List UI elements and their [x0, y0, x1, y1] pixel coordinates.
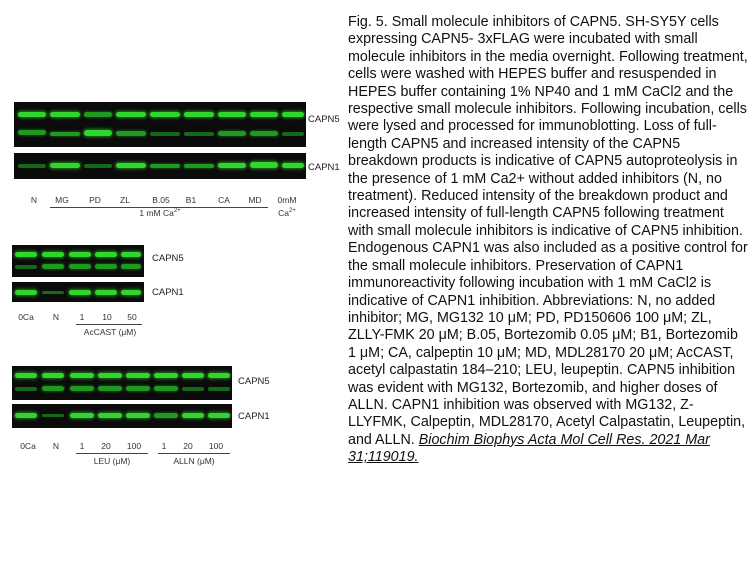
band	[15, 387, 37, 391]
blot-b-capn5	[12, 245, 144, 277]
blot-label-capn1: CAPN1	[152, 287, 184, 298]
band	[154, 373, 178, 378]
band	[126, 373, 150, 378]
lane-label: MD	[248, 195, 262, 205]
band	[250, 112, 278, 117]
band	[15, 413, 37, 418]
band	[69, 290, 91, 295]
band	[50, 163, 80, 168]
band	[42, 373, 64, 378]
lane-label: 100	[208, 441, 224, 451]
band	[250, 162, 278, 168]
band	[84, 164, 112, 168]
band	[42, 264, 64, 269]
band	[42, 386, 64, 391]
band	[282, 132, 304, 136]
band	[95, 252, 117, 257]
band	[182, 387, 204, 391]
condition-label: 1 mM $Ca^{2+}$	[139, 208, 181, 218]
band	[95, 290, 117, 295]
blot-c-capn5	[12, 366, 232, 400]
lane-label: 1	[79, 312, 85, 322]
blot-label-capn5: CAPN5	[152, 253, 184, 264]
band	[121, 290, 141, 295]
band	[116, 131, 146, 136]
lane-label: MG	[55, 195, 69, 205]
lane-label: N	[52, 312, 60, 322]
band	[208, 387, 230, 391]
blot-label-capn1: CAPN1	[308, 162, 340, 173]
band	[184, 132, 214, 136]
band	[84, 112, 112, 117]
band	[218, 112, 246, 117]
band	[150, 132, 180, 136]
band	[154, 386, 178, 391]
band	[18, 130, 46, 135]
lane-label: B.05	[152, 195, 170, 205]
band	[98, 373, 122, 378]
lane-label: 10	[102, 312, 112, 322]
blot-a-capn1	[14, 153, 306, 179]
band	[84, 130, 112, 136]
lane-label: 100	[126, 441, 142, 451]
band	[116, 163, 146, 168]
band	[15, 252, 37, 257]
condition-label-side: $Ca^{2+}$	[278, 208, 296, 218]
band	[182, 413, 204, 418]
lane-label: N	[30, 195, 38, 205]
lane-label: N	[52, 441, 60, 451]
band	[15, 373, 37, 378]
band	[116, 112, 146, 117]
blot-label-capn1: CAPN1	[238, 411, 270, 422]
figure-caption	[348, 14, 748, 467]
lane-label: 0mM	[277, 195, 297, 205]
band	[70, 413, 94, 418]
lane-label: PD	[89, 195, 101, 205]
citation-link[interactable]: Biochim Biophys Acta Mol Cell Res. 2021 Mar 31;119019.	[348, 431, 710, 466]
band	[218, 131, 246, 136]
band	[42, 252, 64, 257]
group-label-leu: LEU (μM)	[93, 456, 131, 466]
band	[154, 413, 178, 418]
lane-label: ZL	[120, 195, 130, 205]
group-rule-alln	[158, 453, 230, 454]
band	[184, 112, 214, 117]
caption-text: Fig. 5. Small molecule inhibitors of CAPN5. SH-SY5Y cells expressing CAPN5- 3xFLAG were incubated with small molecule inhibitors in the media overnight. Following treatment, cells were washed with HEPES buffer and resuspended in HEPES buffer containing 1% NP40 and 1 mM CaCl2 and the respective small molecule inhibitors. Following incubation, cells were lysed and processed for immunoblotting. Loss of full-length CAPN5 and increased intensity of the CAPN5 breakdown products is indicative of CAPN5 autoproteolysis in the presence of 1 mM Ca2+ without added inhibitors (N, no treatment). Reduced intensity of the breakdown product and increased intensity of full-length CAPN5 following treatment with small molecule inhibitors is indicative of CAPN5 inhibition. Endogenous CAPN1 was also included as a positive control for the small molecule inhibitors. Preservation of CAPN1 immunoreactivity following incubation with 1 mM CaCl2 is indicative of CAPN1 inhibition. Abbreviations: N, no added inhibitor; MG, MG132 10 μM; PD, PD150606 100 μM; ZL, ZLLY-FMK 20 μM; B.05, Bortezomib 0.05 μM; B1, Bortezomib 1 μM; CA, calpeptin 10 μM; MD, MDL28170 20 μM; AcCAST, acetyl calpastatin 184–210; LEU, leupeptin. CAPN5 inhibition was evident with MG132, Bortezomib, and higher doses of ALLN. CAPN1 inhibition was observed with MG132, Z-LLYFMK, Calpeptin, MDL28170, Acetyl Calpastatin, Leupeptin, and ALLN.	[348, 14, 748, 448]
band	[121, 264, 141, 269]
band	[50, 112, 80, 117]
group-label: AcCAST (μM)	[83, 327, 137, 337]
lane-label: B1	[185, 195, 197, 205]
band	[18, 164, 46, 168]
blot-b-capn1	[12, 282, 144, 302]
band	[126, 413, 150, 418]
lane-label: 0Ca	[18, 312, 34, 322]
band	[70, 386, 94, 391]
lane-label: 50	[127, 312, 137, 322]
band	[70, 373, 94, 378]
group-rule	[76, 324, 142, 325]
band	[18, 112, 46, 117]
band	[69, 252, 91, 257]
blot-label-capn5: CAPN5	[308, 114, 340, 125]
band	[121, 252, 141, 257]
band	[42, 291, 64, 294]
group-rule-leu	[76, 453, 148, 454]
lane-label: 20	[183, 441, 193, 451]
lane-label: 20	[101, 441, 111, 451]
band	[98, 413, 122, 418]
lane-label: 1	[161, 441, 167, 451]
band	[50, 132, 80, 136]
band	[98, 386, 122, 391]
band	[182, 373, 204, 378]
band	[15, 265, 37, 269]
group-label-alln: ALLN (μM)	[173, 456, 215, 466]
band	[42, 414, 64, 417]
band	[150, 112, 180, 117]
band	[69, 264, 91, 269]
blot-c-capn1	[12, 404, 232, 428]
lane-label: CA	[218, 195, 230, 205]
band	[208, 373, 230, 378]
band	[282, 163, 304, 168]
band	[15, 290, 37, 295]
lane-label: 0Ca	[20, 441, 36, 451]
band	[208, 413, 230, 418]
band	[184, 164, 214, 168]
blot-label-capn5: CAPN5	[238, 376, 270, 387]
band	[218, 163, 246, 168]
blot-a-capn5	[14, 102, 306, 147]
band	[150, 164, 180, 168]
band	[250, 131, 278, 136]
band	[282, 112, 304, 117]
band	[126, 386, 150, 391]
band	[95, 264, 117, 269]
lane-label: 1	[79, 441, 85, 451]
